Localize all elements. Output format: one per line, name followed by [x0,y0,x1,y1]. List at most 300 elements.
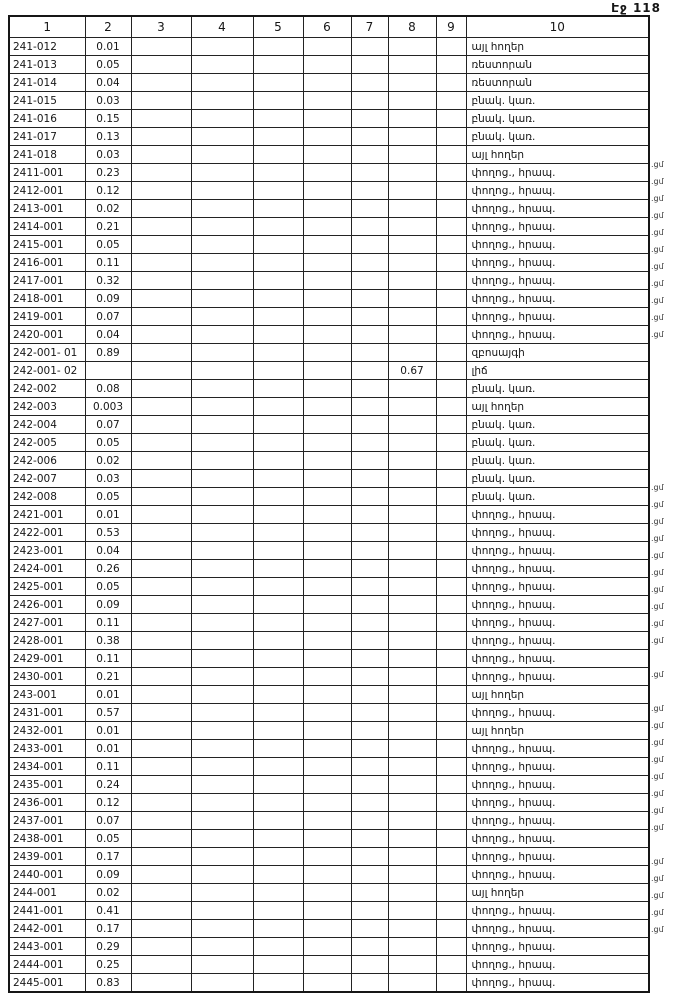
cell-area-value: 0.25 [85,956,131,974]
cell-empty-col9 [436,326,466,344]
cell-empty-col7 [351,524,388,542]
cell-empty-col5 [253,200,303,218]
cell-empty-col5 [253,164,303,182]
cell-empty-col7 [351,182,388,200]
table-row [9,110,649,128]
cell-col8-value [388,542,436,560]
margin-note: .ցմ [651,772,664,781]
cell-empty-col4 [191,164,253,182]
cell-empty-col9 [436,776,466,794]
cell-empty-col6 [303,812,351,830]
cell-empty-col5 [253,704,303,722]
table-row [9,794,649,812]
cell-empty-col3 [131,380,191,398]
cell-empty-col9 [436,596,466,614]
margin-note: .ցմ [651,636,664,645]
cell-empty-col9 [436,902,466,920]
cell-empty-col6 [303,92,351,110]
cell-empty-col9 [436,434,466,452]
cell-empty-col3 [131,884,191,902]
cell-empty-col6 [303,74,351,92]
cell-empty-col9 [436,200,466,218]
margin-note: .ցմ [651,551,664,560]
cell-parcel-code: 2423-001 [9,542,85,560]
cell-col8-value [388,524,436,542]
cell-land-use: փողոց., հրապ. [466,956,649,974]
cell-empty-col3 [131,110,191,128]
cell-empty-col5 [253,434,303,452]
margin-note: .ցմ [651,585,664,594]
cell-empty-col4 [191,632,253,650]
land-register-table [8,15,650,993]
cell-empty-col4 [191,830,253,848]
cell-empty-col7 [351,200,388,218]
cell-parcel-code: 241-017 [9,128,85,146]
cell-area-value [85,362,131,380]
cell-empty-col9 [436,524,466,542]
cell-parcel-code: 2437-001 [9,812,85,830]
cell-empty-col6 [303,596,351,614]
cell-empty-col7 [351,578,388,596]
cell-empty-col7 [351,362,388,380]
margin-note: .ցմ [651,262,664,271]
table-row [9,74,649,92]
cell-empty-col5 [253,974,303,993]
table-row [9,722,649,740]
cell-empty-col4 [191,470,253,488]
cell-empty-col9 [436,74,466,92]
cell-area-value: 0.05 [85,56,131,74]
cell-parcel-code: 2442-001 [9,920,85,938]
cell-empty-col3 [131,650,191,668]
table-row [9,434,649,452]
cell-empty-col7 [351,668,388,686]
cell-land-use: փողոց., հրապ. [466,650,649,668]
table-row [9,902,649,920]
cell-empty-col5 [253,722,303,740]
cell-col8-value [388,74,436,92]
cell-area-value: 0.05 [85,578,131,596]
cell-empty-col7 [351,974,388,993]
margin-note: .ցմ [651,534,664,543]
cell-land-use: լիճ [466,362,649,380]
margin-note: .ցմ [651,194,664,203]
cell-land-use: ռեստորան [466,56,649,74]
cell-empty-col6 [303,254,351,272]
cell-empty-col9 [436,488,466,506]
cell-parcel-code: 2440-001 [9,866,85,884]
cell-area-value: 0.09 [85,866,131,884]
cell-area-value: 0.02 [85,200,131,218]
cell-area-value: 0.07 [85,416,131,434]
cell-parcel-code: 2444-001 [9,956,85,974]
cell-empty-col7 [351,218,388,236]
cell-parcel-code: 2421-001 [9,506,85,524]
cell-area-value: 0.03 [85,146,131,164]
cell-empty-col7 [351,380,388,398]
cell-empty-col9 [436,938,466,956]
cell-col8-value [388,200,436,218]
cell-empty-col5 [253,686,303,704]
cell-empty-col6 [303,524,351,542]
cell-empty-col6 [303,830,351,848]
table-row [9,488,649,506]
cell-empty-col7 [351,740,388,758]
cell-empty-col5 [253,578,303,596]
cell-parcel-code: 244-001 [9,884,85,902]
table-row [9,506,649,524]
margin-note [651,139,674,156]
cell-empty-col6 [303,146,351,164]
cell-col8-value [388,668,436,686]
table-row [9,668,649,686]
cell-area-value: 0.24 [85,776,131,794]
cell-empty-col5 [253,776,303,794]
cell-empty-col6 [303,488,351,506]
cell-empty-col5 [253,92,303,110]
cell-empty-col3 [131,38,191,56]
cell-empty-col3 [131,686,191,704]
cell-empty-col9 [436,920,466,938]
table-row [9,956,649,974]
margin-note: .ցմ [651,891,664,900]
cell-area-value: 0.29 [85,938,131,956]
cell-empty-col6 [303,506,351,524]
table-row [9,974,649,993]
cell-empty-col4 [191,92,253,110]
table-row [9,92,649,110]
cell-empty-col9 [436,956,466,974]
cell-empty-col4 [191,920,253,938]
cell-empty-col3 [131,794,191,812]
cell-parcel-code: 2441-001 [9,902,85,920]
cell-col8-value [388,398,436,416]
cell-parcel-code: 2433-001 [9,740,85,758]
cell-area-value: 0.21 [85,218,131,236]
cell-col8-value [388,380,436,398]
cell-empty-col6 [303,56,351,74]
margin-note [651,462,674,479]
cell-empty-col7 [351,164,388,182]
cell-land-use: փողոց., հրապ. [466,236,649,254]
cell-empty-col7 [351,866,388,884]
cell-area-value: 0.09 [85,596,131,614]
cell-col8-value [388,560,436,578]
cell-empty-col6 [303,470,351,488]
table-row [9,524,649,542]
cell-empty-col3 [131,758,191,776]
cell-empty-col9 [436,236,466,254]
cell-area-value: 0.01 [85,506,131,524]
cell-parcel-code: 242-007 [9,470,85,488]
cell-area-value: 0.23 [85,164,131,182]
cell-empty-col3 [131,614,191,632]
cell-empty-col7 [351,560,388,578]
cell-empty-col6 [303,740,351,758]
cell-col8-value [388,452,436,470]
cell-empty-col7 [351,596,388,614]
cell-empty-col4 [191,344,253,362]
cell-empty-col6 [303,38,351,56]
cell-empty-col7 [351,110,388,128]
table-row [9,938,649,956]
cell-parcel-code: 2432-001 [9,722,85,740]
cell-empty-col9 [436,542,466,560]
cell-empty-col3 [131,452,191,470]
cell-empty-col3 [131,416,191,434]
cell-parcel-code: 2418-001 [9,290,85,308]
cell-land-use: փողոց., հրապ. [466,326,649,344]
cell-area-value: 0.04 [85,74,131,92]
cell-area-value: 0.11 [85,614,131,632]
cell-empty-col6 [303,794,351,812]
cell-empty-col3 [131,128,191,146]
cell-empty-col3 [131,578,191,596]
cell-area-value: 0.05 [85,830,131,848]
cell-empty-col6 [303,632,351,650]
table-row [9,416,649,434]
cell-land-use: փողոց., հրապ. [466,830,649,848]
cell-empty-col4 [191,614,253,632]
cell-empty-col5 [253,182,303,200]
cell-empty-col5 [253,452,303,470]
cell-empty-col4 [191,578,253,596]
cell-empty-col5 [253,542,303,560]
cell-col8-value [388,704,436,722]
cell-empty-col6 [303,614,351,632]
cell-land-use: փողոց., հրապ. [466,506,649,524]
cell-empty-col4 [191,812,253,830]
cell-empty-col7 [351,416,388,434]
cell-empty-col7 [351,38,388,56]
cell-empty-col5 [253,254,303,272]
cell-empty-col3 [131,740,191,758]
cell-land-use: փողոց., հրապ. [466,524,649,542]
cell-parcel-code: 242-006 [9,452,85,470]
table-row [9,596,649,614]
margin-note: .ցմ [651,500,664,509]
table-row [9,362,649,380]
cell-land-use: փողոց., հրապ. [466,668,649,686]
cell-empty-col6 [303,686,351,704]
margin-note: .ցմ [651,755,664,764]
cell-col8-value [388,596,436,614]
table-row [9,200,649,218]
cell-empty-col4 [191,236,253,254]
table-row [9,470,649,488]
cell-col8-value [388,434,436,452]
cell-area-value: 0.12 [85,182,131,200]
cell-empty-col9 [436,470,466,488]
cell-empty-col7 [351,884,388,902]
cell-empty-col7 [351,398,388,416]
cell-empty-col7 [351,254,388,272]
cell-land-use: բնակ. կառ. [466,452,649,470]
cell-empty-col6 [303,272,351,290]
cell-empty-col3 [131,434,191,452]
cell-empty-col4 [191,956,253,974]
cell-land-use: բնակ. կառ. [466,488,649,506]
cell-parcel-code: 2413-001 [9,200,85,218]
cell-empty-col6 [303,236,351,254]
cell-empty-col6 [303,290,351,308]
margin-note [651,37,674,54]
cell-empty-col5 [253,920,303,938]
margin-note: .ցմ [651,789,664,798]
cell-parcel-code: 2415-001 [9,236,85,254]
cell-empty-col9 [436,848,466,866]
table-row [9,344,649,362]
cell-empty-col3 [131,470,191,488]
cell-empty-col4 [191,740,253,758]
table-row [9,290,649,308]
table-row [9,866,649,884]
cell-empty-col3 [131,596,191,614]
cell-col8-value [388,632,436,650]
cell-empty-col6 [303,920,351,938]
cell-empty-col7 [351,650,388,668]
cell-empty-col4 [191,110,253,128]
cell-empty-col6 [303,866,351,884]
cell-empty-col7 [351,128,388,146]
margin-note: .ցմ [651,823,664,832]
cell-parcel-code: 2428-001 [9,632,85,650]
cell-area-value: 0.08 [85,380,131,398]
cell-empty-col4 [191,182,253,200]
margin-note: .ցմ [651,925,664,934]
cell-empty-col4 [191,200,253,218]
cell-empty-col9 [436,758,466,776]
cell-empty-col9 [436,146,466,164]
cell-land-use: փողոց., հրապ. [466,758,649,776]
cell-land-use: փողոց., հրապ. [466,740,649,758]
cell-empty-col6 [303,200,351,218]
cell-empty-col5 [253,416,303,434]
cell-empty-col7 [351,956,388,974]
cell-area-value: 0.01 [85,740,131,758]
cell-empty-col7 [351,434,388,452]
margin-note [651,88,674,105]
cell-area-value: 0.15 [85,110,131,128]
cell-col8-value [388,884,436,902]
column-header: 3 [131,16,191,38]
cell-parcel-code: 2412-001 [9,182,85,200]
cell-empty-col7 [351,344,388,362]
table-row [9,236,649,254]
cell-empty-col6 [303,326,351,344]
cell-col8-value [388,272,436,290]
cell-empty-col3 [131,866,191,884]
cell-land-use: այլ հողեր [466,398,649,416]
cell-empty-col7 [351,74,388,92]
margin-note [651,836,674,853]
cell-empty-col3 [131,200,191,218]
cell-empty-col9 [436,830,466,848]
cell-empty-col9 [436,722,466,740]
table-row [9,812,649,830]
cell-empty-col4 [191,596,253,614]
cell-empty-col5 [253,74,303,92]
cell-empty-col4 [191,56,253,74]
cell-land-use: փողոց., հրապ. [466,578,649,596]
cell-empty-col9 [436,650,466,668]
cell-parcel-code: 2414-001 [9,218,85,236]
cell-parcel-code: 242-004 [9,416,85,434]
cell-empty-col9 [436,560,466,578]
cell-land-use: ռեստորան [466,74,649,92]
cell-col8-value: 0.67 [388,362,436,380]
cell-empty-col9 [436,218,466,236]
cell-empty-col7 [351,308,388,326]
cell-empty-col5 [253,380,303,398]
cell-empty-col9 [436,308,466,326]
cell-empty-col3 [131,812,191,830]
cell-area-value: 0.13 [85,128,131,146]
cell-empty-col6 [303,164,351,182]
cell-empty-col6 [303,974,351,993]
cell-land-use: այլ հողեր [466,722,649,740]
margin-note: .ցմ [651,245,664,254]
cell-empty-col4 [191,686,253,704]
cell-empty-col5 [253,884,303,902]
cell-area-value: 0.01 [85,38,131,56]
cell-empty-col3 [131,146,191,164]
cell-empty-col9 [436,38,466,56]
cell-land-use: բնակ. կառ. [466,110,649,128]
cell-col8-value [388,866,436,884]
cell-empty-col6 [303,362,351,380]
cell-empty-col9 [436,380,466,398]
column-header: 2 [85,16,131,38]
cell-empty-col9 [436,794,466,812]
cell-land-use: փողոց., հրապ. [466,812,649,830]
cell-land-use: փողոց., հրապ. [466,218,649,236]
cell-empty-col4 [191,758,253,776]
table-row [9,884,649,902]
cell-area-value: 0.11 [85,650,131,668]
cell-empty-col4 [191,74,253,92]
cell-empty-col6 [303,380,351,398]
cell-empty-col9 [436,740,466,758]
cell-empty-col7 [351,812,388,830]
cell-area-value: 0.05 [85,236,131,254]
table-row [9,218,649,236]
cell-col8-value [388,848,436,866]
cell-land-use: փողոց., հրապ. [466,200,649,218]
cell-empty-col4 [191,794,253,812]
cell-empty-col5 [253,902,303,920]
cell-land-use: փողոց., հրապ. [466,776,649,794]
cell-parcel-code: 2434-001 [9,758,85,776]
cell-land-use: փողոց., հրապ. [466,560,649,578]
cell-empty-col9 [436,182,466,200]
cell-empty-col6 [303,542,351,560]
cell-area-value: 0.03 [85,92,131,110]
cell-empty-col9 [436,272,466,290]
cell-empty-col3 [131,182,191,200]
cell-empty-col7 [351,938,388,956]
cell-empty-col6 [303,848,351,866]
cell-parcel-code: 2416-001 [9,254,85,272]
cell-col8-value [388,326,436,344]
cell-empty-col4 [191,902,253,920]
cell-empty-col3 [131,398,191,416]
cell-col8-value [388,56,436,74]
cell-empty-col9 [436,398,466,416]
cell-land-use: փողոց., հրապ. [466,596,649,614]
cell-parcel-code: 242-003 [9,398,85,416]
cell-land-use: փողոց., հրապ. [466,704,649,722]
